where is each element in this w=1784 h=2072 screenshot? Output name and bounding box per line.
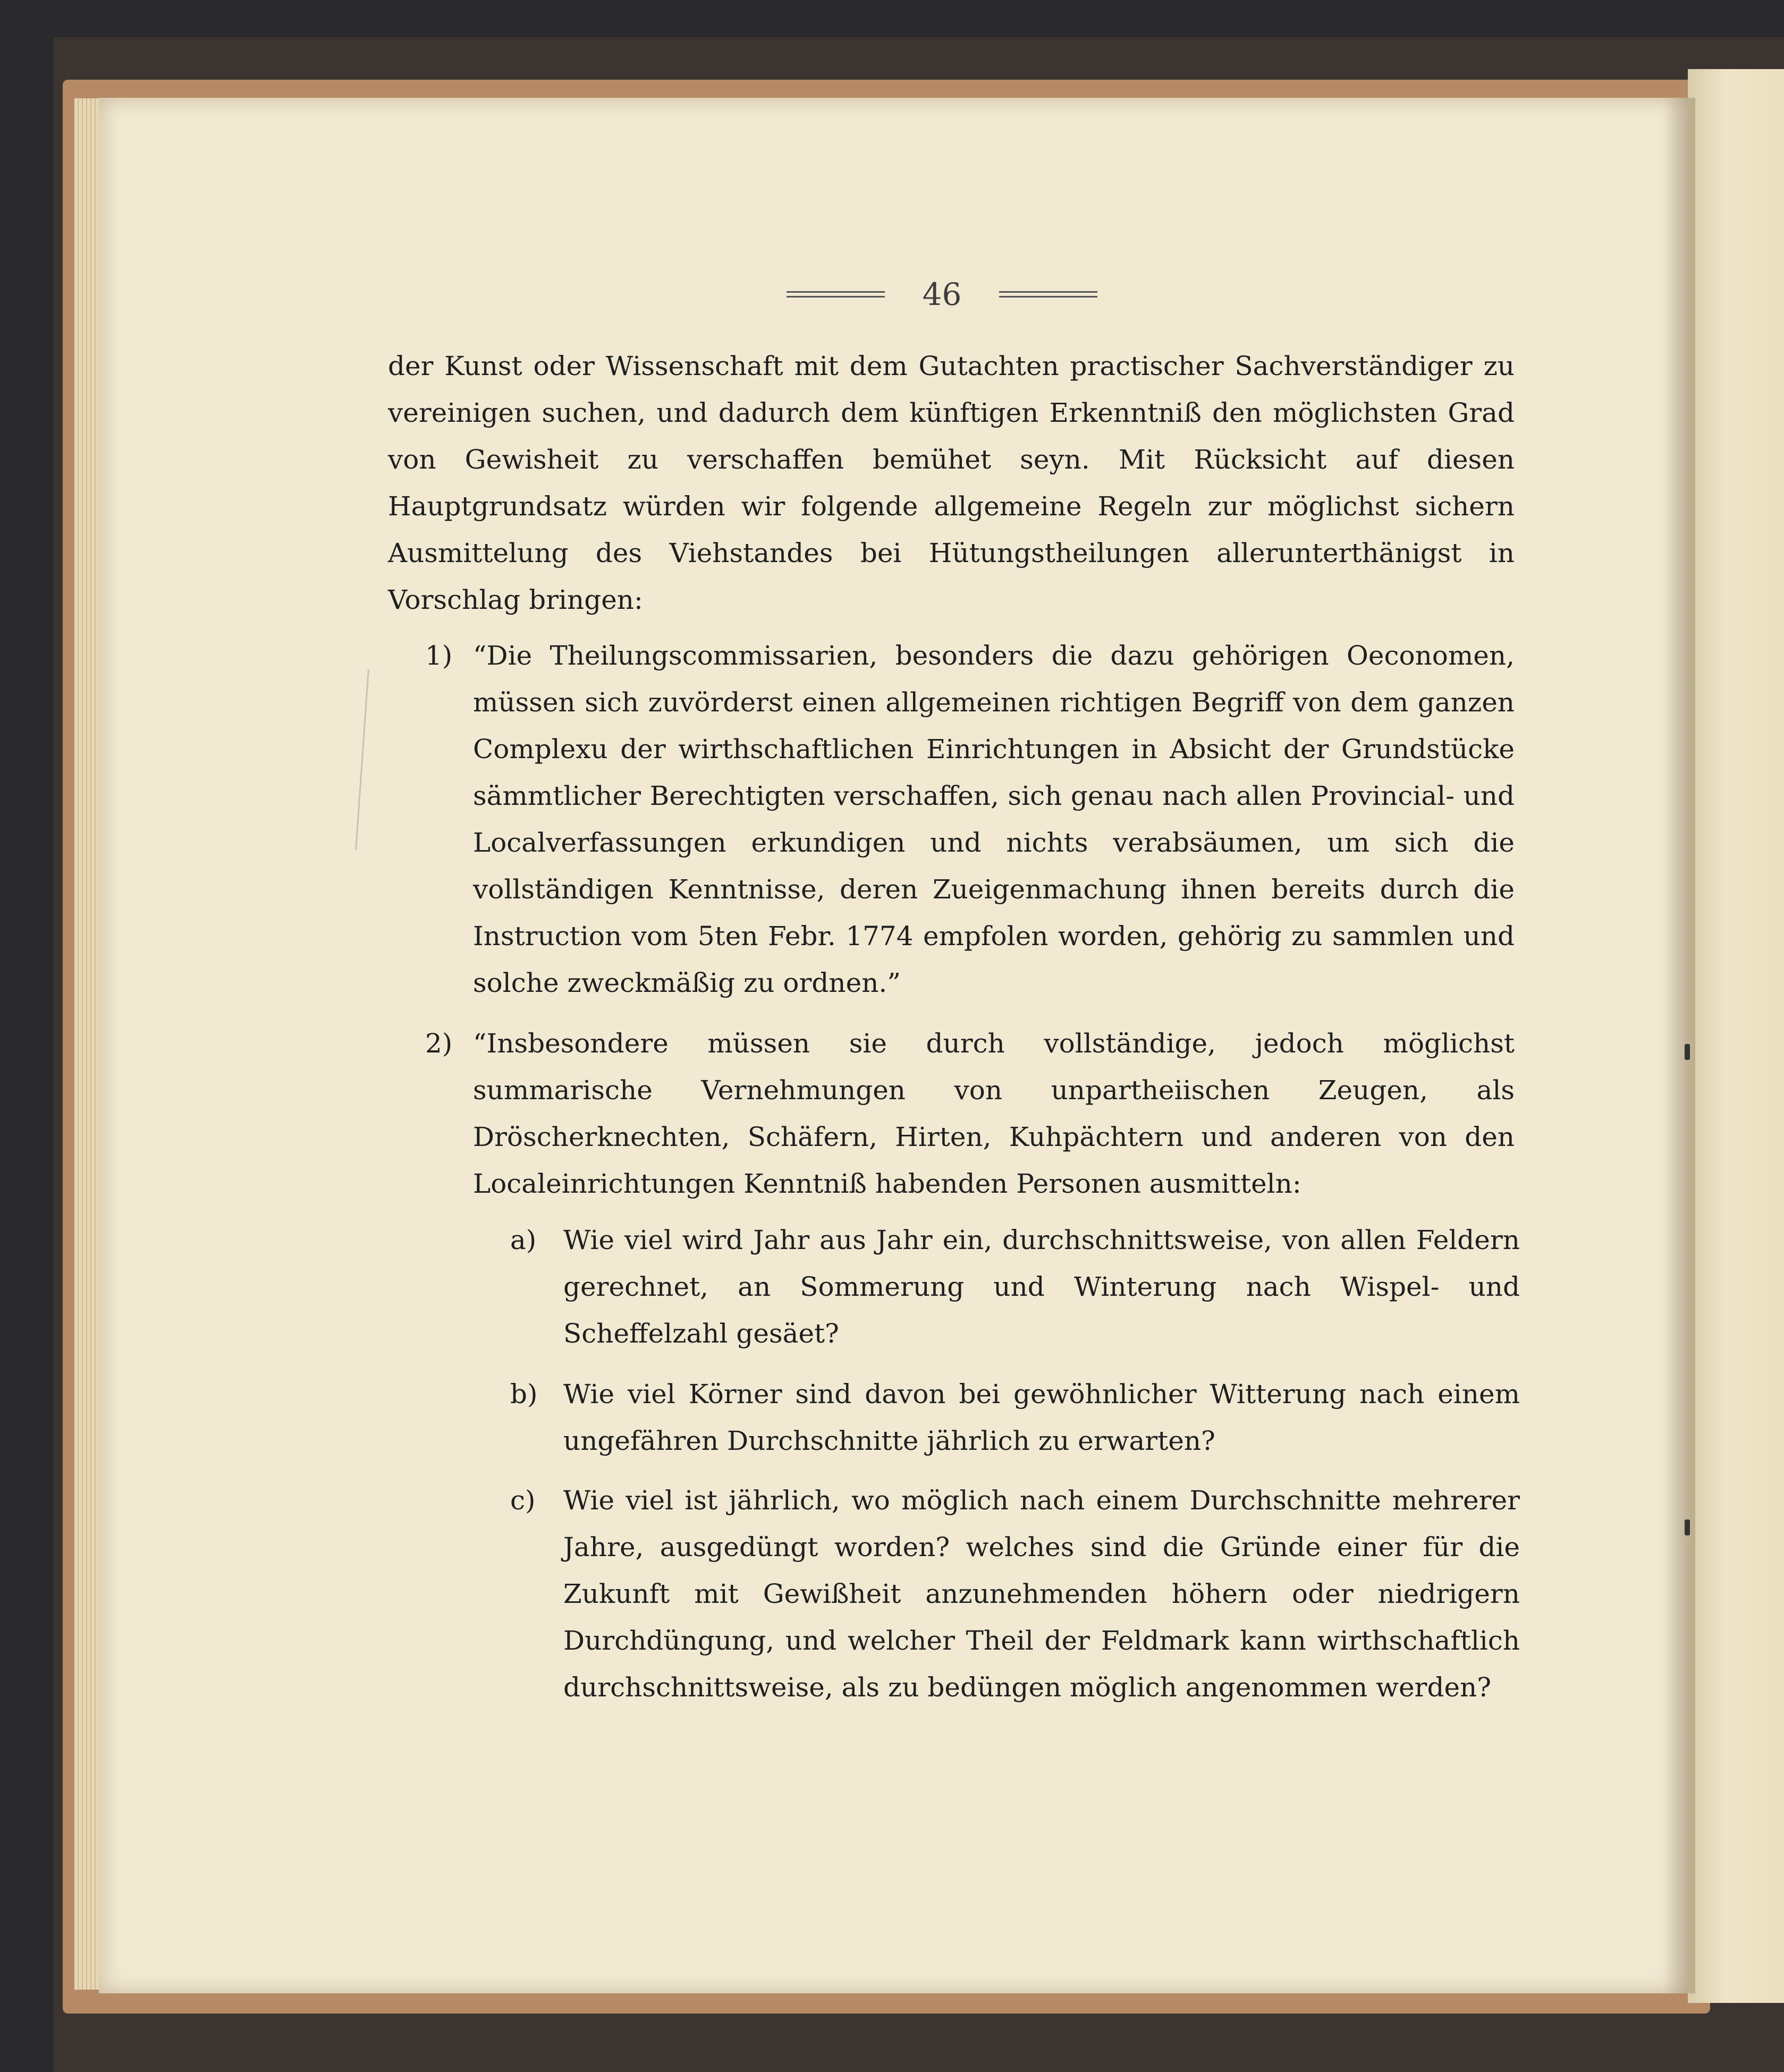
header-rule-left: [787, 291, 885, 298]
header-rule-right: [999, 291, 1097, 298]
body-paragraph: der Kunst oder Wissenschaft mit dem Gutachten practischer Sachverständiger zu vereinigen suchen, und dadurch dem künftigen Erkenntniß den möglichsten Grad von Gewisheit zu verschaffen bemühet seyn. Mit Rücksicht auf diesen Hauptgrundsatz würden wir folgende allgemeine Regeln zur möglichst sichern Ausmittelung des Viehstandes bei Hütungstheilungen allerunterthänigst in Vorschlag bringen:: [388, 351, 1515, 615]
sub-item-text: Wie viel Körner sind davon bei gewöhnlicher Witterung nach einem ungefähren Durchschnitte jährlich zu erwarten?: [563, 1379, 1520, 1456]
sub-item-text: Wie viel ist jährlich, wo möglich nach einem Durchschnitte mehrerer Jahre, ausgedüngt worden? welches sind die Gründe einer für die Zukunft mit Gewißheit anzunehmenden höhern oder niedrigern Durchdüngung, und welcher Theil der Feldmark kann wirthschaftlich durchschnittsweise, als zu bedüngen möglich angenommen werden?: [563, 1485, 1520, 1703]
sub-item-text: Wie viel wird Jahr aus Jahr ein, durchschnittsweise, von allen Feldern gerechnet, an Sommerung und Winterung nach Wispel- und Scheffelzahl gesäet?: [563, 1225, 1520, 1349]
page-edge-mark: [1685, 1044, 1690, 1060]
sub-item-b: [510, 1371, 1520, 1466]
page-stack-edge: [74, 98, 101, 1990]
list-item-2: [425, 1020, 1515, 1211]
sub-item-c: [510, 1477, 1520, 1716]
facing-page-edge: [1688, 69, 1784, 2003]
page-edge-mark: [1685, 1519, 1690, 1535]
list-item-number: 1): [425, 640, 453, 671]
sub-item-label: c): [510, 1485, 536, 1516]
list-item-text: “Insbesondere müssen sie durch vollständige, jedoch möglichst summarische Vernehmungen von unpartheiischen Zeugen, als Dröscherknechten, Schäfern, Hirten, Kuhpächtern und anderen von den Localeinrichtungen Kenntniß habenden Personen ausmitteln:: [473, 1028, 1515, 1199]
gutter-shadow: [1663, 98, 1695, 1993]
page-header: [787, 276, 1105, 313]
list-item-number: 2): [425, 1028, 453, 1059]
page-number: 46: [922, 276, 962, 312]
sub-item-a: [510, 1217, 1520, 1360]
list-item-1: [425, 632, 1515, 1009]
sub-item-label: a): [510, 1225, 537, 1255]
sub-item-label: b): [510, 1379, 538, 1409]
list-item-text: “Die Theilungscommissarien, besonders die dazu gehörigen Oeconomen, müssen sich zuvörderst einen allgemeinen richtigen Begriff von dem ganzen Complexu der wirthschaftlichen Einrichtungen in Absicht der Grundstücke sämmtlicher Berechtigten verschaffen, sich genau nach allen Provincial- und Localverfassungen erkundigen und nichts verabsäumen, um sich die vollständigen Kenntnisse, deren Zueigenmachung ihnen bereits durch die Instruction vom 5ten Febr. 1774 empfolen worden, gehörig zu sammlen und solche zweckmäßig zu ordnen.”: [473, 640, 1515, 998]
